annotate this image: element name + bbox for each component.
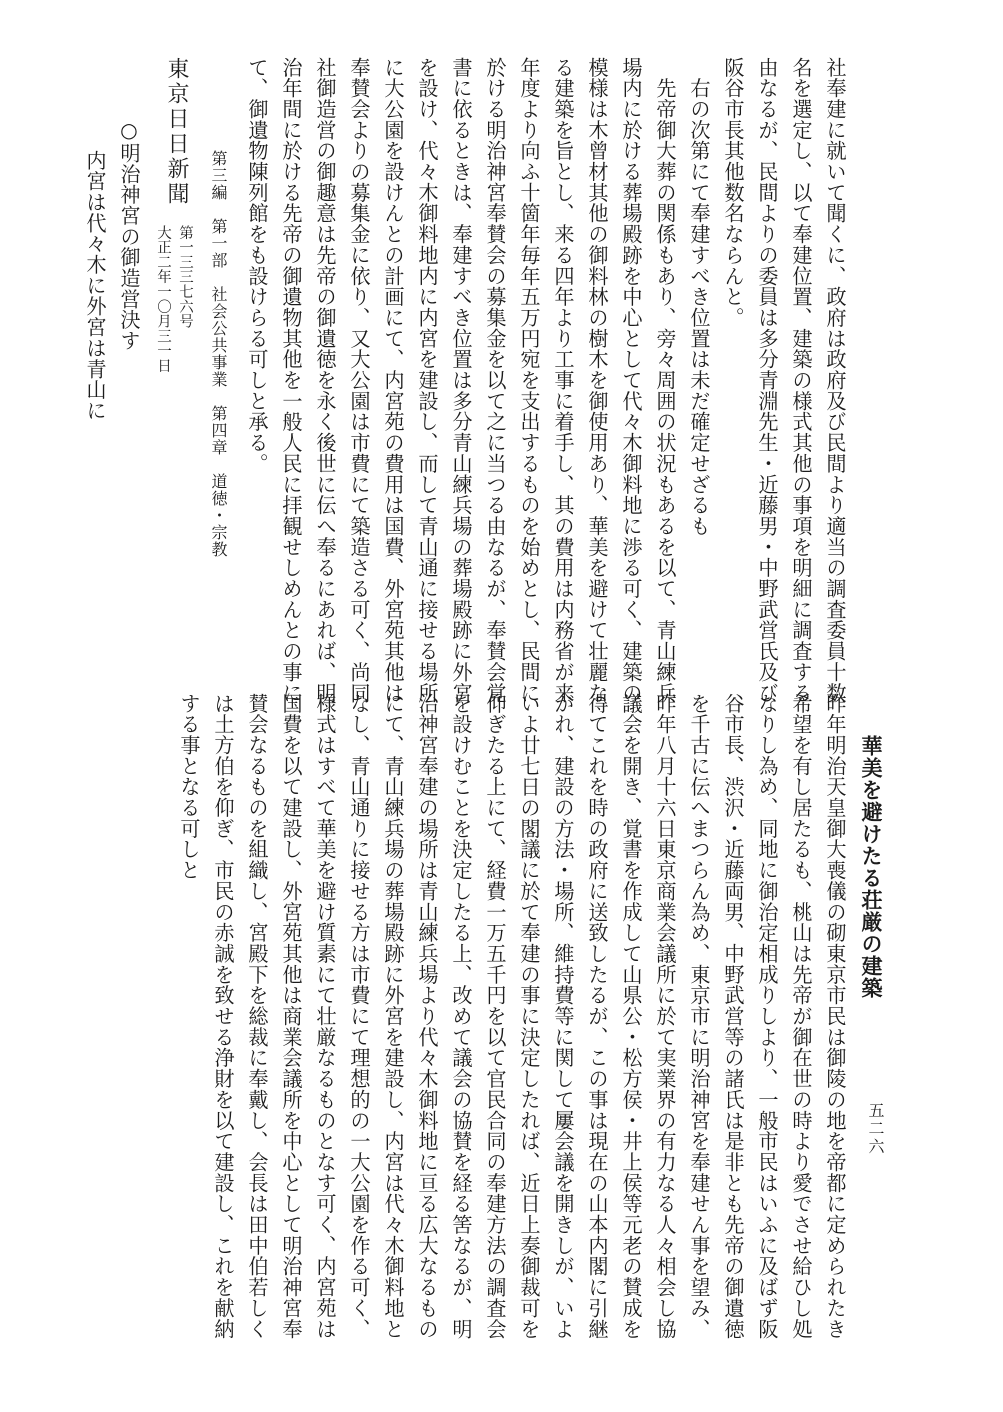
headline-line: ○明治神宮の御造営決す [117,118,141,352]
text-line: 於ける明治神宮奉賛会の募集金を以て之に当つる由なるが、奉賛会覚 [483,57,507,704]
subheadline-line: 内宮は代々木に外宮は青山に [83,150,107,422]
text-line: 昨年明治天皇御大喪儀の砌東京市民は御陵の地を帝都に定められたき [823,693,847,1340]
text-line: なりし為め、同地に御治定相成りしより、一般市民はいふに及ばず阪 [755,693,779,1340]
text-line: 奉賛会よりの募集金に依り、又大公園は市費にて築造さる可く、尚同 [347,57,371,704]
text-line: を千古に伝へまつらん為め、東京市に明治神宮を奉建せん事を望み、 [687,693,711,1340]
text-line: を設け、代々木御料地内に内宮を建設し、而して青山通に接せる場所 [415,57,439,704]
text-line: 模様は木曾材其他の御料林の樹木を御使用あり、華美を避けて壮麗な [585,57,609,704]
text-line: 谷市長、渋沢・近藤両男、中野武営等の諸氏は是非とも先帝の御遺徳 [721,693,745,1340]
text-line: る建築を旨とし、来る四年より工事に着手し、其の費用は内務省が来 [551,57,575,704]
issue-date: 大正二年一〇月三一日 [155,225,171,373]
text-line: なし、青山通りに接せる方は市費にて理想的の一大公園を作る可く、 [347,693,371,1340]
text-line: 様式はすべて華美を避け質素にて壮厳なるものとなす可く、内宮苑は [313,693,337,1340]
text-line: 議会を開き、覚書を作成して山県公・松方侯・井上侯等元老の賛成を [619,693,643,1340]
newspaper-headline [112,118,146,378]
issue-number: 第一三三七六号 [177,225,193,329]
text-line: 年度より向ふ十箇年毎年五万円宛を支出するものを始めとし、民間に [517,57,541,704]
text-line: に大公園を設けんとの計画にて、内宮苑の費用は国費、外宮苑其他は [381,57,405,704]
article-body [120,693,852,1353]
text-line: 治神宮奉建の場所は青山練兵場より代々木御料地に亘る広大なるもの [415,693,439,1340]
text-line: は土方伯を仰ぎ、市民の赤誠を致せる浄財を以て建設し、これを献納 [211,693,235,1340]
text-line: て、御遺物陳列館をも設けらる可しと承る。 [245,57,269,474]
text-line: 国費を以て建設し、外宮苑其他は商業会議所を中心として明治神宮奉 [279,693,303,1340]
text-line: 治年間に於ける先帝の御遺物其他を一般人民に拝観せしめんとの事に [279,57,303,704]
text-line: 右の次第にて奉建すべき位置は未だ確定せざるも [687,57,711,537]
text-line: 先帝御大葬の関係もあり、旁々周囲の状況もあるを以て、青山練兵 [653,57,677,704]
text-line: 昨年八月十六日東京商業会議所に於て実業界の有力なる人々相会し協 [653,693,677,1340]
text-line: 由なるが、民間よりの委員は多分青淵先生・近藤男・中野武営氏及び [755,57,779,704]
page-number: 五二六 [866,1102,885,1156]
article-title: 華美を避けたる荘厳の建築 [859,735,884,999]
newspaper-meta [148,225,196,545]
upper-main-text [240,57,852,704]
text-line: 場内に於ける葬場殿跡を中心として代々木御料地に渉る可く、建築の [619,57,643,704]
text-line: 得てこれを時の政府に送致したるが、この事は現在の山本内閣に引継 [585,693,609,1340]
text-line: 希望を有し居たるも、桃山は先帝が御在世の時より愛でさせ給ひし処 [789,693,813,1340]
text-line: 仰ぎたる上にて、経費一万五千円を以て官民合同の奉建方法の調査会 [483,693,507,1340]
text-line: にて、青山練兵場の葬場殿跡に外宮を建設し、内宮は代々木御料地と [381,693,405,1340]
text-line: 社奉建に就いて聞くに、政府は政府及び民間より適当の調査委員十数 [823,57,847,704]
running-header: 第三編 第一部 社会公共事業 第四章 道徳・宗教 [209,150,228,558]
text-line: 社御造営の御趣意は先帝の御遺徳を永く後世に伝へ奉るにあれば、明 [313,57,337,704]
text-line: 賛会なるものを組織し、宮殿下を総裁に奉戴し、会長は田中伯若しく [245,693,269,1340]
text-line: 阪谷市長其他数名ならんと。 [721,57,745,329]
newspaper-name: 東京日日新聞 [164,57,189,207]
text-line: を設けむことを決定したる上、改めて議会の協賛を経る筈なるが、明 [449,693,473,1340]
text-line: する事となる可しと [177,693,201,881]
text-line: いよ廿七日の閣議に於て奉建の事に決定したれば、近日上奏御裁可を [517,693,541,1340]
text-line: 名を選定し、以て奉建位置、建築の様式其他の事項を明細に調査する [789,57,813,704]
newspaper-subheadline [78,150,112,450]
text-line: がれ、建設の方法・場所、維持費等に関して屢会議を開きしが、いよ [551,693,575,1340]
text-line: 書に依るときは、奉建すべき位置は多分青山練兵場の葬場殿跡に外宮 [449,57,473,704]
